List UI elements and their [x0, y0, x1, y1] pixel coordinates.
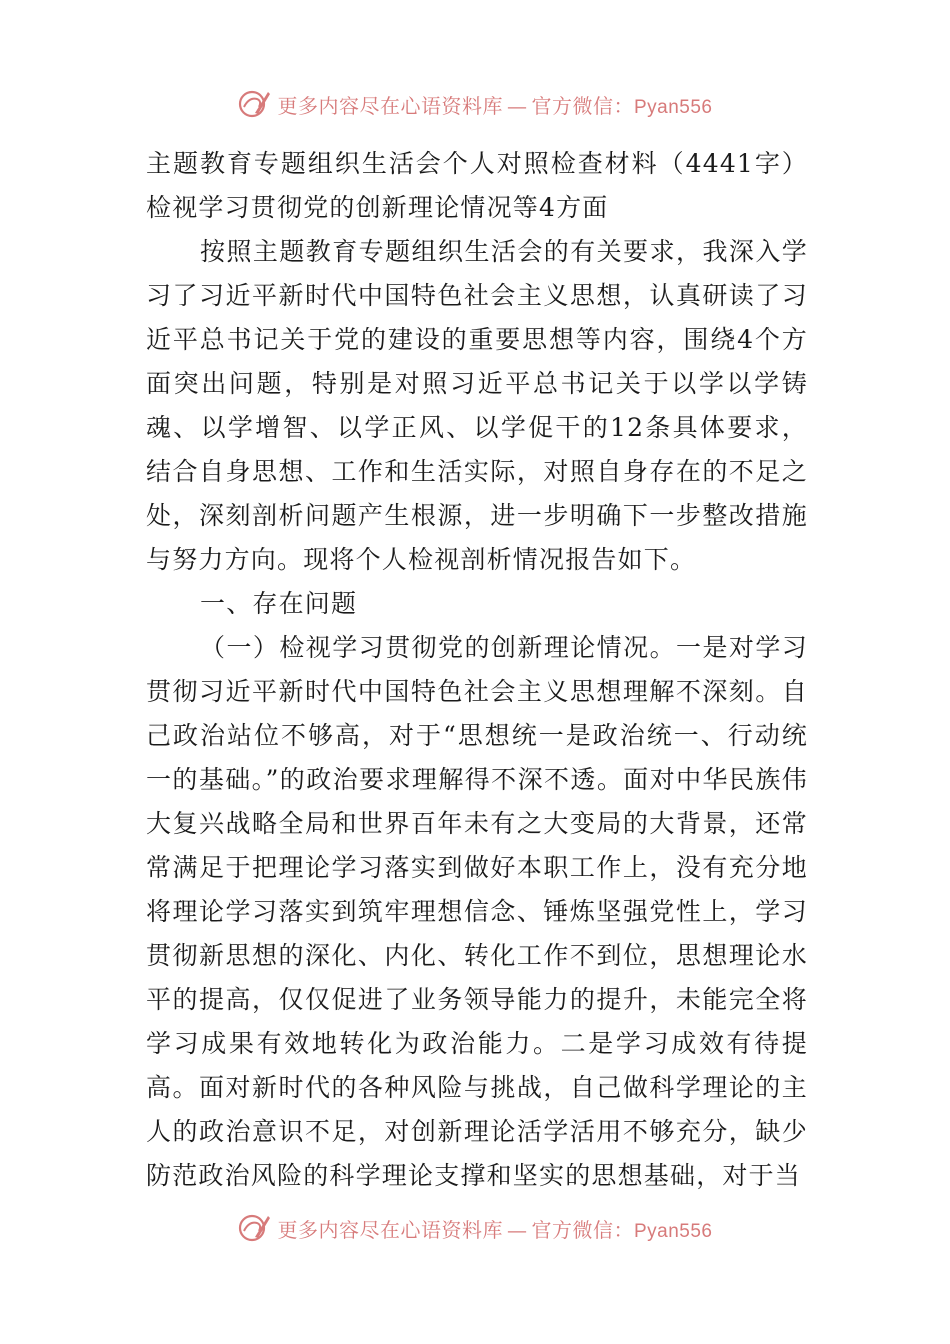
watermark-prefix: 更多内容尽在心语资料库: [277, 1217, 503, 1242]
watermark-text: [277, 90, 712, 119]
watermark-header: [0, 84, 950, 124]
watermark-wechat-id: Pyan556: [633, 96, 713, 118]
watermark-suffix: 官方微信：: [531, 93, 634, 118]
section-heading: 一、存在问题: [200, 589, 358, 618]
pen-swirl-icon: [237, 87, 271, 121]
document-body: [146, 142, 808, 1198]
watermark-footer: [0, 1208, 950, 1248]
watermark-dash: —: [506, 1217, 528, 1242]
pen-swirl-icon: [237, 1211, 271, 1245]
section-paragraph: （一）检视学习贯彻党的创新理论情况。一是对学习贯彻习近平新时代中国特色社会主义思想理解不深刻。自己政治站位不够高，对于“思想统一是政治统一、行动统一的基础。”的政治要求理解得不深不透。面对中华民族伟大复兴战略全局和世界百年未有之大变局的大背景，还常常满足于把理论学习落实到做好本职工作上，没有充分地将理论学习落实到筑牢理想信念、锤炼坚强党性上，学习贯彻新思想的深化、内化、转化工作不到位，思想理论水平的提高，仅仅促进了业务领导能力的提升，未能完全将学习成果有效地转化为政治能力。二是学习成效有待提高。面对新时代的各种风险与挑战，自己做科学理论的主人的政治意识不足，对创新理论活学活用不够充分，缺少防范政治风险的科学理论支撑和坚实的思想基础，对于当: [146, 633, 808, 1190]
document-title: 主题教育专题组织生活会个人对照检查材料（4441字）检视学习贯彻党的创新理论情况等4方面: [146, 149, 808, 222]
watermark-wechat-id: Pyan556: [633, 1220, 713, 1242]
watermark-prefix: 更多内容尽在心语资料库: [277, 93, 503, 118]
intro-paragraph: 按照主题教育专题组织生活会的有关要求，我深入学习了习近平新时代中国特色社会主义思想，认真研读了习近平总书记关于党的建设的重要思想等内容，围绕4个方面突出问题，特别是对照习近平总书记关于以学以学铸魂、以学增智、以学正风、以学促干的12条具体要求，结合自身思想、工作和生活实际，对照自身存在的不足之处，深刻剖析问题产生根源，进一步明确下一步整改措施与努力方向。现将个人检视剖析情况报告如下。: [146, 237, 808, 574]
watermark-dash: —: [506, 93, 528, 118]
watermark-text: [277, 1214, 712, 1243]
watermark-suffix: 官方微信：: [531, 1217, 634, 1242]
